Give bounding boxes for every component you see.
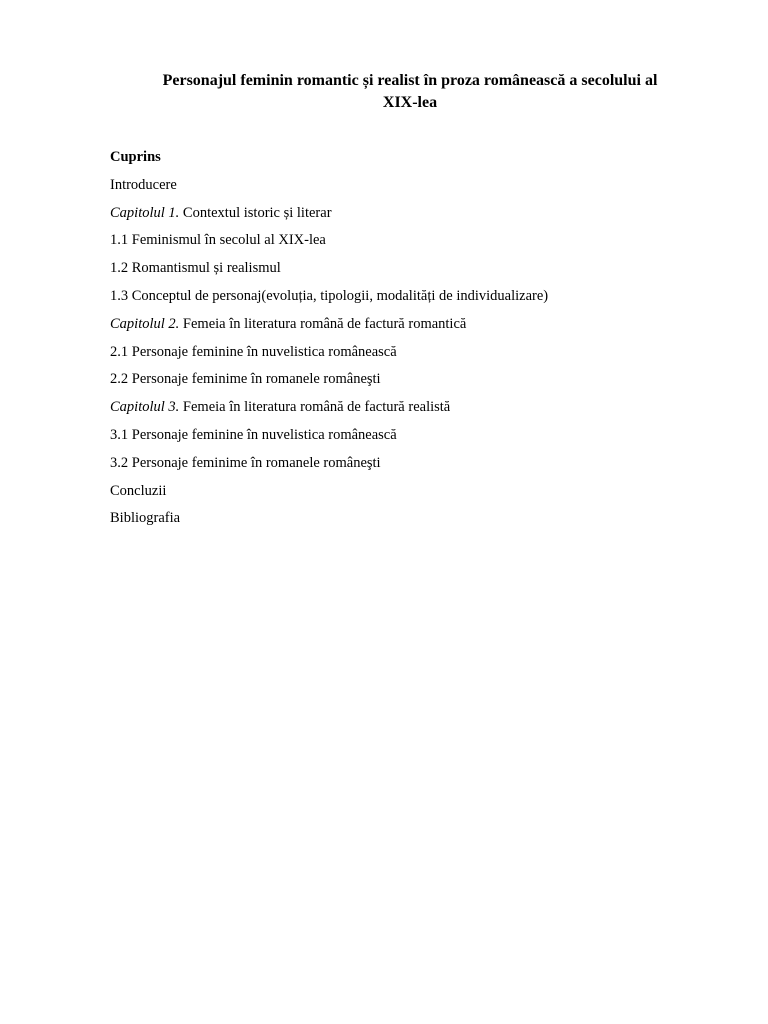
toc-item-bibliografia	[110, 508, 710, 536]
toc-item-text: Femeia în literatura română de factură realistă	[179, 399, 451, 416]
toc-item-capitolul-2	[110, 314, 710, 342]
toc-item-text: Introducere	[110, 176, 177, 193]
toc-item-prefix: Capitolul 3.	[110, 399, 180, 416]
toc-item-1-1	[110, 230, 710, 258]
toc-item-1-3	[110, 286, 710, 314]
toc-item-2-2	[110, 369, 710, 397]
toc-item-text: 1.1 Feminismul în secolul al XIX-lea	[110, 232, 326, 249]
toc-item-3-2	[110, 453, 710, 481]
toc-item-text: 2.2 Personaje feminime în romanele româneşti	[110, 371, 381, 388]
toc-item-2-1	[110, 342, 710, 370]
title-line-1: Personajul feminin romantic și realist în proza românească a secolului al	[162, 72, 658, 89]
document-title	[110, 70, 710, 114]
toc-item-introducere	[110, 175, 710, 203]
table-of-contents	[110, 147, 710, 536]
toc-item-1-2	[110, 258, 710, 286]
toc-item-text: Concluzii	[110, 482, 167, 499]
toc-item-3-1	[110, 425, 710, 453]
toc-item-prefix: Capitolul 2.	[110, 315, 180, 332]
title-line-2: XIX-lea	[382, 94, 438, 111]
toc-item-text: 2.1 Personaje feminine în nuvelistica românească	[110, 343, 397, 360]
toc-item-prefix: Capitolul 1.	[110, 204, 180, 221]
toc-item-text: Femeia în literatura română de factură romantică	[179, 315, 467, 332]
toc-item-capitolul-1	[110, 203, 710, 231]
toc-item-concluzii	[110, 481, 710, 509]
toc-item-text: 1.3 Conceptul de personaj(evoluția, tipologii, modalități de individualizare)	[110, 287, 549, 304]
toc-heading: Cuprins	[110, 149, 161, 165]
toc-item-text: 3.1 Personaje feminine în nuvelistica românească	[110, 426, 397, 443]
toc-item-capitolul-3	[110, 397, 710, 425]
toc-item-text: 3.2 Personaje feminime în romanele româneşti	[110, 454, 381, 471]
toc-item-text: Bibliografia	[110, 510, 181, 527]
toc-item-text: Contextul istoric și literar	[179, 204, 332, 221]
toc-item-text: 1.2 Romantismul și realismul	[110, 260, 281, 277]
